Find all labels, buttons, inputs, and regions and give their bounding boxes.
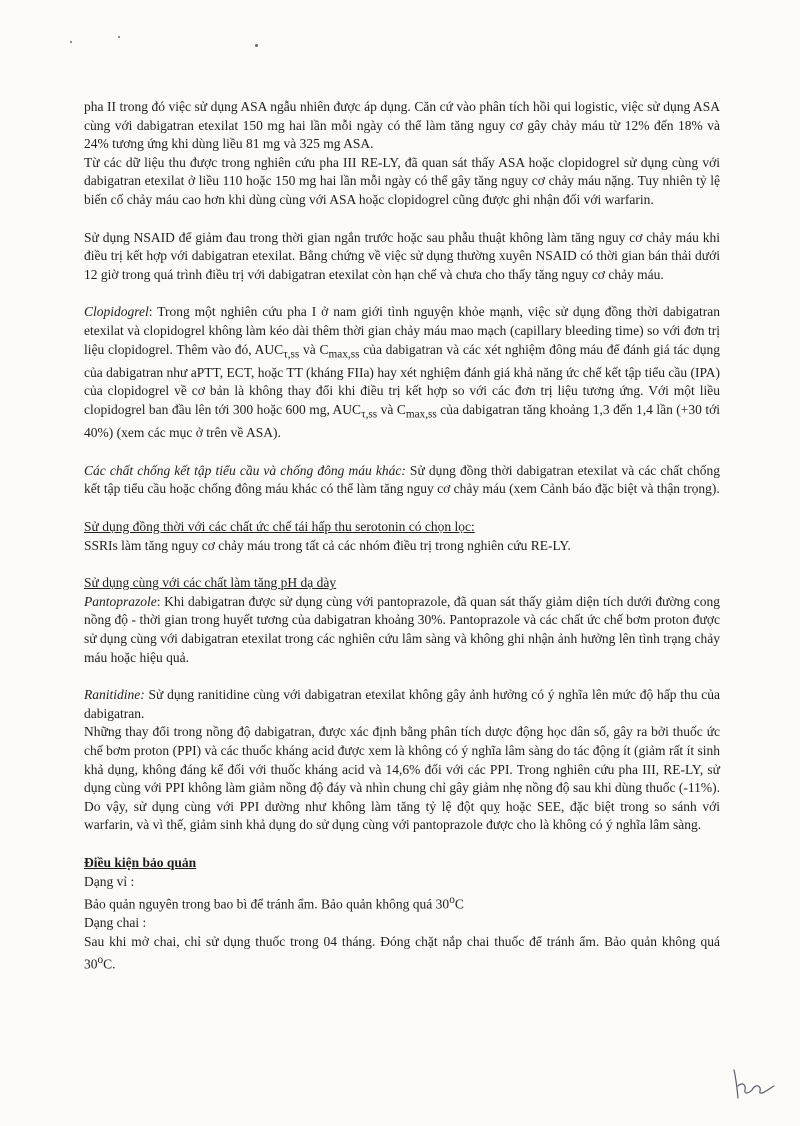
storage-blister-text: Bảo quản nguyên trong bao bì để tránh ẩm. Bảo quản không quá 30$^o$C [84,894,464,912]
paragraph-ppi-antacids: Những thay đổi trong nồng độ dabigatran, được xác định bằng phân tích dược động học dân số, gây ra bởi thuốc ức chế bơm proton (PPI) và các thuốc kháng acid được xem là không có ý nghĩa lâm sàng do tác động ít (giảm rất ít sinh khả dụng, không đáng kể đối với thuốc kháng acid và 14,6% đối với các PPI. Trong nghiên cứu pha III, RE-LY, sử dụng cùng với PPI không làm giảm nồng độ đáy và nhìn chung chỉ gây giảm nhẹ nồng độ sau khi dùng thuốc (-11%). Do vậy, sử dụng cùng với PPI dường như không làm tăng tỷ lệ đột quỵ hoặc SEE, đặc biệt trong so sánh với warfarin, và vì thế, giảm sinh khả dụng do sử dụng cùng với pantoprazole được cho là không có ý nghĩa lâm sàng. [84,724,720,833]
paragraph-pantoprazole: Pantoprazole: Khi dabigatran được sử dụng cùng với pantoprazole, đã quan sát thấy giảm diện tích dưới đường cong nồng độ - thời gian trong huyết tương của dabigatran khoảng 30%. Pantoprazole và các chất ức chế bơm proton được sử dụng cùng với dabigatran etexilat trong các nghiên cứu lâm sàng và không ghi nhận ảnh hưởng lên tình trạng chảy máu hoặc hiệu quả. [84,593,720,665]
scan-speck [118,36,120,38]
storage-heading: Điều kiện bảo quản [84,854,197,870]
paragraph-ssri: SSRIs làm tăng nguy cơ chảy máu trong tất cả các nhóm điều trị trong nghiên cứu RE-LY. [84,537,571,553]
paragraph-clopidogrel: Clopidogrel: Trong một nghiên cứu pha I ở nam giới tình nguyện khỏe mạnh, việc sử dụng đồng thời dabigatran etexilat và clopidogrel không làm kéo dài thêm thời gian chảy máu mao mạch (capillary bleeding time) so với đơn trị liệu clopidogrel. Thêm vào đó, $AUC_{\tau,ss}$ và $C_{max,ss}$ của dabigatran và các xét nghiệm đông máu để đánh giá tác dụng của dabigatran như aPTT, ECT, hoặc TT (kháng FIIa) hay xét nghiệm đánh giá khả năng ức chế kết tập tiểu cầu (IPA) của clopidogrel về cơ bản là không thay đổi khi điều trị kết hợp so với các đơn trị liệu tương ứng. Với một liều clopidogrel ban đầu lên tới 300 hoặc 600 mg, $AUC_{\tau,ss}$ và $C_{max,ss}$ của dabigatran tăng khoảng 1,3 đến 1,4 lần (+30 tới 40%) (xem các mục ở trên về ASA). [84,304,721,441]
gastric-ph-heading: Sử dụng cùng với các chất làm tăng pH dạ dày [84,575,337,591]
storage-bottle-text: Sau khi mở chai, chỉ sử dụng thuốc trong 04 tháng. Đóng chặt nắp chai thuốc để tránh ẩm. Bảo quản không quá 30$^o$C. [84,933,720,972]
pantoprazole-label: Pantoprazole [84,593,157,609]
document-body [84,98,720,975]
ssri-heading: Sử dụng đồng thời với các chất ức chế tái hấp thu serotonin có chọn lọc: [84,519,475,535]
anticoagulants-label: Các chất chống kết tập tiểu cầu và chống đông máu khác: [84,462,406,478]
scan-speck [70,41,72,43]
scan-speck [255,44,258,47]
paragraph-ranitidine: Ranitidine: Sử dụng ranitidine cùng với dabigatran etexilat không gây ảnh hưởng có ý nghĩa lên mức độ hấp thu của dabigatran. [84,687,720,721]
paragraph-nsaid: Sử dụng NSAID để giảm đau trong thời gian ngắn trước hoặc sau phẫu thuật không làm tăng nguy cơ chảy máu khi điều trị kết hợp với dabigatran etexilat. Bằng chứng về việc sử dụng thường xuyên NSAID có thời gian bán thải dưới 12 giờ trong quá trình điều trị với dabigatran etexilat còn hạn chế và chưa cho thấy tăng nguy cơ chảy máu. [84,229,720,282]
storage-bottle-label: Dạng chai : [84,915,147,931]
storage-blister-label: Dạng vỉ : [84,873,135,889]
paragraph-anticoagulants: Các chất chống kết tập tiểu cầu và chống đông máu khác: Sử dụng đồng thời dabigatran etexilat và các chất chống kết tập tiểu cầu hoặc chống đông máu khác có thể làm tăng nguy cơ chảy máu (xem Cảnh báo đặc biệt và thận trọng). [84,462,720,497]
ranitidine-label: Ranitidine: [84,687,145,703]
paragraph-asa-phase-ii: pha II trong đó việc sử dụng ASA ngẫu nhiên được áp dụng. Căn cứ vào phân tích hồi qui logistic, việc sử dụng ASA cùng với dabigatran etexilat 150 mg hai lần mỗi ngày có thể làm tăng nguy cơ gây chảy máu từ 12% đến 18% và 24% tương ứng khi dùng liều 81 mg và 325 mg ASA. [84,99,720,152]
clopidogrel-label: Clopidogrel [84,304,149,320]
paragraph-re-ly-asa-clopidogrel: Từ các dữ liệu thu được trong nghiên cứu pha III RE-LY, đã quan sát thấy ASA hoặc clopidogrel sử dụng cùng với dabigatran etexilat ở liều 110 hoặc 150 mg hai lần mỗi ngày có thể gây tăng nguy cơ chảy máu nặng. Tuy nhiên tỷ lệ biến cố chảy máu cao hơn khi dùng cùng với ASA hoặc clopidogrel cũng được ghi nhận đối với warfarin. [84,154,720,207]
handwritten-signature [728,1064,780,1104]
